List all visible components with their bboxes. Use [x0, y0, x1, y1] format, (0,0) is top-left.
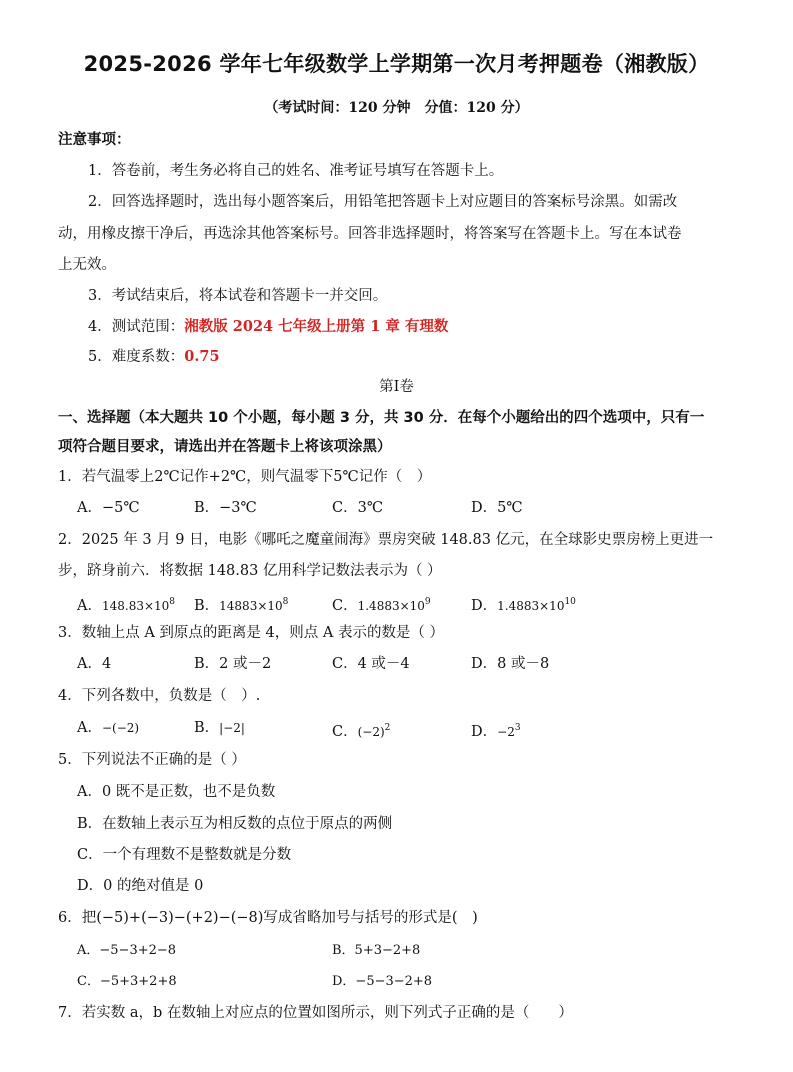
question-6-option-d: D．−5−3−2+8	[332, 974, 433, 989]
question-2-option-a	[77, 592, 175, 616]
question-5-stem: 5．下列说法不正确的是（ ）	[58, 752, 246, 768]
question-7-stem: 7．若实数 a，b 在数轴上对应点的位置如图所示，则下列式子正确的是（ ）	[58, 1005, 573, 1021]
question-4-option-a	[77, 718, 139, 738]
test-scope: 湘教版 2024 七年级上册第 1 章 有理数	[184, 318, 449, 335]
section-1-heading-line1: 一、选择题（本大题共 10 个小题，每小题 3 分，共 30 分．在每个小题给出的四个选项中，只有一	[58, 410, 705, 426]
option-value: −2	[497, 725, 515, 739]
exam-info: （考试时间：120 分钟 分值：120 分）	[264, 100, 529, 116]
notes-heading: 注意事项：	[58, 132, 131, 148]
page-title: 2025-2026 学年七年级数学上学期第一次月考押题卷（湘教版）	[83, 52, 710, 76]
question-3-option-c: C．4 或－4	[332, 656, 410, 672]
question-3-option-a: A．4	[77, 656, 112, 672]
question-5-option-d: D．0 的绝对值是 0	[77, 878, 204, 894]
note-3: 3．考试结束后，将本试卷和答题卡一并交回。	[88, 288, 388, 304]
option-value: 148.83×10	[101, 599, 170, 613]
volume-heading: 第Ⅰ卷	[379, 379, 414, 395]
question-3-stem: 3．数轴上点 A 到原点的距离是 4，则点 A 表示的数是（ ）	[58, 625, 445, 641]
question-3-option-b: B．2 或－2	[194, 656, 272, 672]
option-exponent: 10	[564, 597, 576, 607]
question-4-stem: 4．下列各数中，负数是（ ）.	[58, 688, 261, 704]
option-label: D．	[471, 598, 498, 614]
option-value: |−2|	[219, 721, 245, 735]
question-5-option-b: B．在数轴上表示互为相反数的点位于原点的两侧	[77, 816, 393, 832]
option-label: B．	[194, 598, 220, 614]
option-label: A．	[77, 598, 102, 614]
option-label: C．	[332, 724, 358, 740]
option-label: A．	[77, 720, 102, 736]
option-exponent: 8	[282, 597, 289, 607]
option-value: 1.4883×10	[497, 599, 565, 613]
question-4-option-b	[194, 718, 245, 738]
question-2-option-b	[194, 592, 288, 616]
option-value: −(−2)	[101, 721, 140, 735]
option-label: C．	[332, 598, 358, 614]
option-exponent: 3	[514, 723, 521, 733]
question-1-option-b: B．−3℃	[194, 500, 257, 516]
question-2-option-c	[332, 592, 431, 616]
question-1-option-d: D．5℃	[471, 500, 523, 516]
option-value: 14883×10	[219, 599, 283, 613]
question-5-option-c: C．一个有理数不是整数就是分数	[77, 847, 292, 863]
question-1-stem: 1．若气温零上2℃记作+2℃，则气温零下5℃记作（ ）	[58, 469, 432, 485]
option-exponent: 8	[169, 597, 176, 607]
question-6-option-c: C．−5+3+2+8	[77, 974, 177, 989]
question-6-option-b: B．5+3−2+8	[332, 943, 421, 958]
note-2-line3: 上无效。	[58, 257, 116, 273]
option-exponent: 9	[424, 597, 431, 607]
note-5	[88, 347, 220, 367]
question-2-stem-line2: 步，跻身前六．将数据 148.83 亿用科学记数法表示为（ ）	[58, 563, 442, 579]
question-1-option-a: A．−5℃	[77, 500, 140, 516]
option-exponent: 2	[384, 723, 391, 733]
option-value: 1.4883×10	[357, 599, 425, 613]
question-5-option-a: A．0 既不是正数，也不是负数	[77, 784, 276, 800]
section-1-heading-line2: 项符合题目要求，请选出并在答题卡上将该项涂黑）	[58, 439, 392, 455]
note-1: 1．答卷前，考生务必将自己的姓名、准考证号填写在答题卡上。	[88, 163, 504, 179]
note-2-line1: 2．回答选择题时，选出每小题答案后，用铅笔把答题卡上对应题目的答案标号涂黑。如需改	[88, 194, 678, 210]
question-3-option-d: D．8 或－8	[471, 656, 550, 672]
question-2-stem-line1: 2．2025 年 3 月 9 日，电影《哪吒之魔童闹海》票房突破 148.83 亿元，在全球影史票房榜上更进一	[58, 532, 714, 548]
note-5-label: 5．难度系数：	[88, 349, 185, 365]
question-2-option-d	[471, 592, 576, 616]
question-6-stem: 6．把(−5)+(−3)−(+2)−(−8)写成省略加号与括号的形式是( )	[58, 910, 478, 926]
note-4	[88, 317, 448, 337]
note-4-label: 4．测试范围：	[88, 319, 185, 335]
question-1-option-c: C．3℃	[332, 500, 384, 516]
note-2-line2: 动，用橡皮擦干净后，再选涂其他答案标号。回答非选择题时，将答案写在答题卡上。写在本试卷	[58, 226, 682, 242]
option-value: (−2)	[357, 725, 385, 739]
difficulty-value: 0.75	[184, 348, 220, 365]
question-6-option-a: A．−5−3+2−8	[77, 943, 177, 958]
option-label: B．	[194, 720, 220, 736]
question-4-option-d	[471, 718, 521, 742]
option-label: D．	[471, 724, 498, 740]
question-4-option-c	[332, 718, 390, 742]
